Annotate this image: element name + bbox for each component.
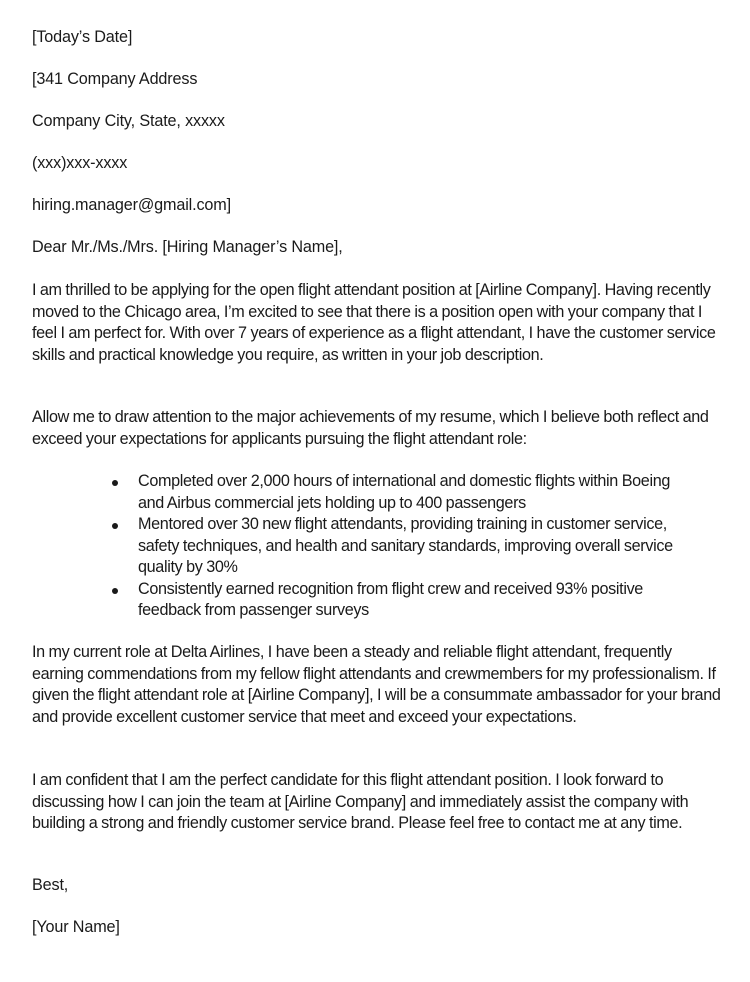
paragraph-closing: I am confident that I am the perfect candidate for this flight attendant position. I look forward to discussing how I can join the team at [Airline Company] and immediately assist the company with building a strong and friendly customer service brand. Please feel free to contact me at any time. bbox=[32, 771, 689, 832]
bullet-icon bbox=[112, 523, 118, 529]
paragraph-intro: I am thrilled to be applying for the open flight attendant position at [Airline Company]. Having recently moved to the Chicago area, I’m excited to see that there is a position open with your company that I feel I am perfect for. With over 7 years of experience as a flight attendant, I have the customer service skills and practical knowledge you require, as written in your job description. bbox=[32, 281, 716, 364]
achievement-text: Consistently earned recognition from flight crew and received 93% positive feedback from passenger surveys bbox=[138, 579, 643, 619]
email-line: hiring.manager@gmail.com] bbox=[32, 196, 231, 214]
achievement-text: Completed over 2,000 hours of international and domestic flights within Boeing and Airbus commercial jets holding up to 400 passengers bbox=[138, 472, 670, 512]
date-line: [Today’s Date] bbox=[32, 28, 133, 46]
list-item bbox=[32, 471, 698, 514]
achievement-text: Mentored over 30 new flight attendants, providing training in customer service, safety techniques, and health and sanitary standards, improving overall service quality by 30% bbox=[138, 515, 673, 576]
bullet-icon bbox=[112, 480, 118, 486]
list-item bbox=[32, 514, 698, 579]
paragraph-current-role: In my current role at Delta Airlines, I have been a steady and reliable flight attendant, frequently earning commendations from my fellow flight attendants and crewmembers for my professionalism. If given the flight attendant role at [Airline Company], I will be a consummate ambassador for your brand and provide excellent customer service that meet and exceed your expectations. bbox=[32, 643, 721, 726]
list-item bbox=[32, 579, 698, 622]
paragraph-achievements-intro: Allow me to draw attention to the major achievements of my resume, which I believe both reflect and exceed your expectations for applicants pursuing the flight attendant role: bbox=[32, 408, 709, 448]
salutation: Dear Mr./Ms./Mrs. [Hiring Manager’s Name], bbox=[32, 238, 343, 256]
closing: Best, bbox=[32, 876, 69, 894]
achievements-list bbox=[32, 471, 698, 622]
phone-line: (xxx)xxx-xxxx bbox=[32, 154, 128, 172]
address-line-2: Company City, State, xxxxx bbox=[32, 112, 225, 130]
address-line-1: [341 Company Address bbox=[32, 70, 198, 88]
signature: [Your Name] bbox=[32, 918, 120, 936]
bullet-icon bbox=[112, 588, 118, 594]
